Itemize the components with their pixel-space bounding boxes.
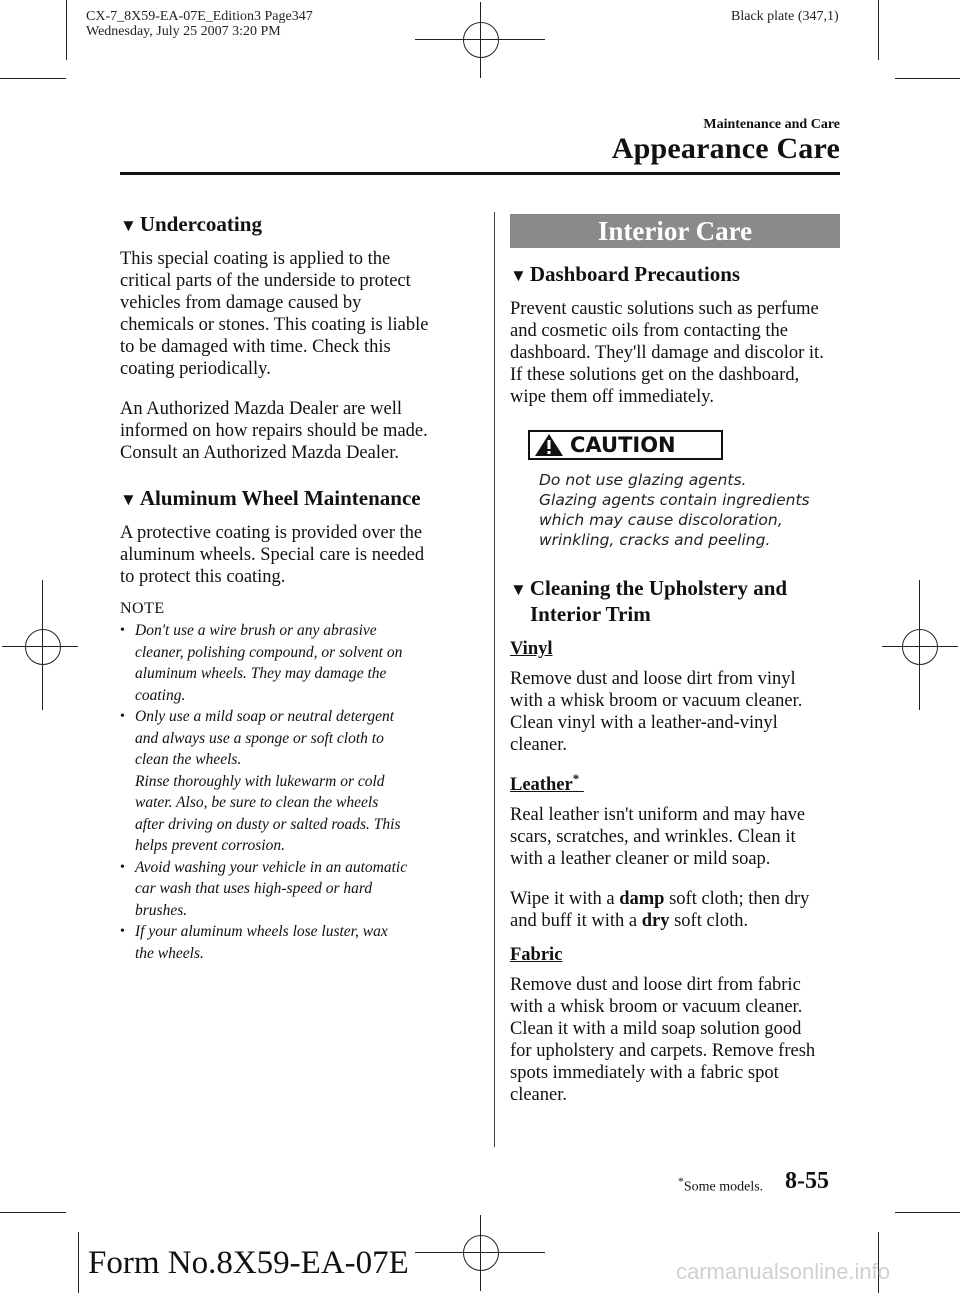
page-number: 8-55 [785,1168,829,1194]
vinyl-paragraph: Remove dust and loose dirt from vinyl with a whisk broom or vacuum cleaner. Clean vinyl with a leather-and-vinyl cleaner. [510,669,803,755]
undercoating-heading: ▼ Undercoating [120,212,262,236]
print-plate: Black plate (347,1) [731,9,839,24]
aluminum-paragraph: A protective coating is provided over the aluminum wheels. Special care is needed to protect this coating. [120,523,425,587]
triangle-bullet-icon: ▼ [120,216,137,235]
form-number: Form No.8X59-EA-07E [88,1245,409,1281]
fabric-paragraph: Remove dust and loose dirt from fabric with a whisk broom or vacuum cleaner. Clean it with a mild soap solution good for upholstery and carpets. Remove fresh spots immediately with a fabric spot cleaner. [510,975,816,1106]
leather-paragraph-1: Real leather isn't uniform and may have scars, scratches, and wrinkles. Clean it with a leather cleaner or mild soap. [510,805,806,870]
note-item: • Only use a mild soap or neutral detergent and always use a sponge or soft cloth to clean the wheels. Rinse thoroughly with lukewarm or cold water. Also, be sure to clean the wheels after driving on dusty or salted roads. This helps prevent corrosion. [120,706,480,857]
print-file-line: CX-7_8X59-EA-07E_Edition3 Page347 [86,9,313,24]
warning-triangle-icon [534,433,564,457]
right-column [510,214,840,1106]
undercoating-paragraph-1: This special coating is applied to the critical parts of the underside to protect vehicles from damage caused by chemicals or stones. This coating is liable to be damaged with time. Check this coating periodically. [120,249,429,379]
triangle-bullet-icon: ▼ [120,490,137,509]
crop-mark-top-right-h [895,78,960,79]
caution-label: CAUTION [570,433,676,457]
triangle-bullet-icon: ▼ [510,580,527,599]
column-divider [494,212,495,1147]
dashboard-paragraph: Prevent caustic solutions such as perfume and cosmetic oils from contacting the dashboard. They'll damage and discolor it. If these solutions get on the dashboard, wipe them off immediately. [510,299,824,407]
some-models-star: * [572,771,580,786]
upholstery-heading: ▼ Cleaning the Upholstery and Interior Trim [510,576,788,626]
section-label: Maintenance and Care [703,117,840,132]
print-date-line: Wednesday, July 25 2007 3:20 PM [86,24,281,39]
left-column [120,212,480,964]
note-item: • Don't use a wire brush or any abrasive cleaner, polishing compound, or solvent on aluminum wheels. They may damage the coating. [120,620,480,706]
aluminum-heading: ▼ Aluminum Wheel Maintenance [120,486,421,510]
triangle-bullet-icon: ▼ [510,266,527,285]
dashboard-heading: ▼ Dashboard Precautions [510,262,741,286]
crop-mark-top-left-v [66,0,67,60]
interior-care-banner: Interior Care [510,214,840,248]
crop-mark-top-left-h [0,78,66,79]
crop-mark-bottom-left-h [0,1212,66,1213]
note-list [120,620,480,964]
footnote: *Some models. [678,1175,764,1195]
crop-mark-bottom-right-h [895,1212,960,1213]
crop-mark-bottom-left-v [78,1232,79,1293]
note-label: NOTE [120,600,165,617]
leather-paragraph-2: Wipe it with a damp soft cloth; then dry and buff it with a dry soft cloth. [510,889,810,932]
crop-mark-top-right-v [878,0,879,60]
undercoating-paragraph-2: An Authorized Mazda Dealer are well informed on how repairs should be made. Consult an Authorized Mazda Dealer. [120,399,428,463]
header-rule [120,172,840,175]
fabric-label: Fabric [510,945,563,966]
watermark: carmanualsonline.info [676,1259,891,1284]
caution-box [528,430,723,460]
caution-text: Do not use glazing agents. Glazing agents contain ingredients which may cause discoloration, wrinkling, cracks and peeling. [539,471,810,549]
vinyl-label: Vinyl [510,639,553,659]
leather-label: Leather* [510,771,580,796]
note-item: • Avoid washing your vehicle in an automatic car wash that uses high-speed or hard brushes. [120,857,480,922]
note-item: • If your aluminum wheels lose luster, wax the wheels. [120,921,480,964]
page-title: Appearance Care [611,132,840,165]
